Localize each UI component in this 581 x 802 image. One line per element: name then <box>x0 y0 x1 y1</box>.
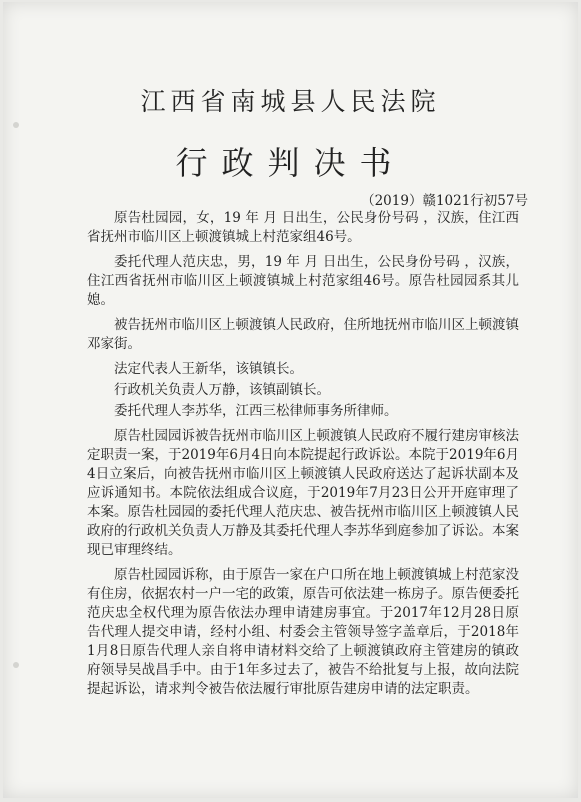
binding-hole <box>13 662 19 668</box>
defendant-paragraph: 被告抚州市临川区上顿渡镇人民政府，住所地抚州市临川区上顿渡镇邓家街。 <box>87 317 519 352</box>
defendant-agent-paragraph: 委托代理人李苏华，江西三松律师事务所律师。 <box>114 403 398 419</box>
case-number: （2019）赣1021行初57号 <box>361 193 528 209</box>
court-name: 江西省南城县人民法院 <box>140 87 441 116</box>
plaintiff-agent-paragraph: 委托代理人范庆忠，男，19 年 月 日出生，公民身份号码 ，汉族，住江西省抚州市临川区上顿渡镇城上村范家组46号。原告杜园园系其儿媳。 <box>87 254 519 308</box>
case-history-paragraph: 原告杜园园诉被告抚州市临川区上顿渡镇人民政府不履行建房审核法定职责一案，于2019年6月4日向本院提起行政诉讼。本院于2019年6月4日立案后，向被告抚州市临川区上顿渡镇人民政府送达了起诉状副本及应诉通知书。本院依法组成合议庭，于2019年7月23日公开开庭审理了本案。原告杜园园的委托代理人范庆忠、被告抚州市临川区上顿渡镇人民政府的行政机关负责人万静及其委托代理人李苏华到庭参加了诉讼。本案现已审理终结。 <box>87 428 519 558</box>
plaintiff-claim-paragraph: 原告杜园园诉称，由于原告一家在户口所在地上顿渡镇城上村范家没有住房，依据农村一户一宅的政策，原告可依法建一栋房子。原告便委托范庆忠全权代理为原告依法办理申请建房事宜。于2017年12月28日原告代理人提交申请，经村小组、村委会主管领导签字盖章后，于2018年1月8日原告代理人亲自将申请材料交给了上顿渡镇政府主管建房的镇政府领导吴战昌手中。由于1年多过去了，被告不给批复与上报，故向法院提起诉讼，请求判令被告依法履行审批原告建房申请的法定职责。 <box>87 567 519 697</box>
binding-hole <box>13 122 19 128</box>
plaintiff-paragraph: 原告杜园园，女，19 年 月 日出生，公民身份号码 ，汉族，住江西省抚州市临川区上顿渡镇城上村范家组46号。 <box>87 210 519 245</box>
document-page <box>3 2 578 798</box>
legal-representative-paragraph: 法定代表人王新华，该镇镇长。 <box>114 361 303 377</box>
document-title: 行政判决书 <box>175 144 406 182</box>
agency-head-paragraph: 行政机关负责人万静，该镇副镇长。 <box>114 382 330 398</box>
judgment-body <box>87 209 519 705</box>
